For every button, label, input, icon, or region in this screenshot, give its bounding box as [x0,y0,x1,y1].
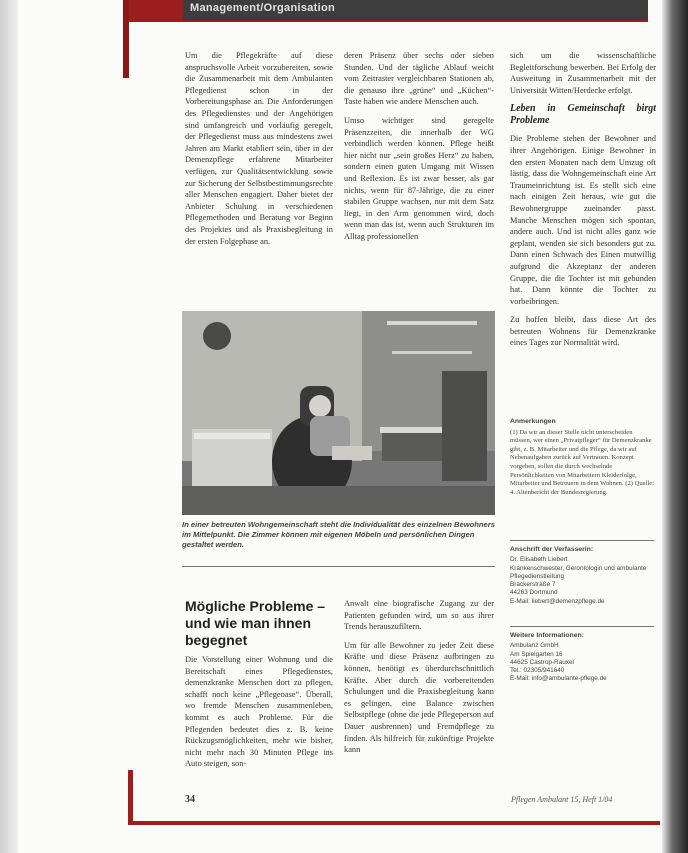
address-line: Tel.: 02305/941640 [510,667,565,675]
scan-right-edge [662,0,688,853]
provider-label: Weitere Informationen: [510,632,584,639]
address-line: Brackerstraße 7 [510,581,556,589]
address-line: Dr. Elisabeth Liebert [510,556,568,564]
divider [510,540,654,541]
subheading: Leben in Gemeinschaft birgt Probleme [510,103,656,127]
footer-red-bar [130,821,660,825]
page-number: 34 [185,794,195,805]
address-line: E-Mail: info@ambulante-pflege.de [510,675,607,683]
address-line: Krankenschwester, Gerontologin und ambulante Pflegedienstleitung [510,564,647,580]
address-line: Ambulanz GmbH [510,642,559,650]
address-line: Am Spielgarten 16 [510,650,563,658]
article-photo [182,311,495,515]
footnotes [510,418,654,497]
paragraph: sich um die wissenschaftliche Begleitforschung bewerben. Bei Erfolg der Ausweitung in Zusammenarbeit mit der Universität Witten/Herdecke erfolgt. [510,51,656,95]
provider-address [510,632,654,684]
author-label: Anschrift der Verfasserin: [510,546,594,553]
article2-column-1 [185,654,333,777]
scan-left-edge [0,0,18,853]
address-line: 44263 Dortmund [510,589,558,597]
photo-room-illustration [182,311,495,515]
journal-footer: Pflegen Ambulant 15, Heft 1/04 [511,795,613,804]
paragraph: Umso wichtiger sind geregelte Präsenzzeiten, die innerhalb der WG verbindlich werden können. Pflege heißt hier nicht nur „sein großes Herz“ zu haben, sondern einen guten Umgang mit Wissen und Reflexion. Es ist zwar besser, als gar nichts, wenn für 87-Jährige, die zu einer stabilen Gruppe wachsen, nur mit dem Satz liegt, in den Arm genommen wird, doch wenn man das ist, wenn auch Strukturen im Alltag professionellen [344,115,494,241]
article-column-2 [344,50,494,250]
section-title: Management/Organisation [190,2,336,14]
address-line: 44625 Castrop-Rauxel [510,658,574,666]
paragraph: Die Vorstellung einer Wohnung und die Bereitschaft eines Pflegedienstes, demenzkranke Menschen dort zu pflegen, schafft noch keine „Pflegeoase“. Überall, wo fremde Menschen zusammenleben, kommt es auch Probleme. Für die Pflegenden bedeutet dies z. B. keine Rückzugsmöglichkeiten, mehr wie bisher, nicht mehr nach 30 Minuten Pflege ins Auto steigen, son- [185,655,333,769]
footnotes-text: (1) Da wir an dieser Stelle nicht unterscheiden müssen, wer einen „Privatpfleger“ für Demenzkranke gibt, z. B. Mitarbeiter und die Pflege, da wir auf Nebenaufgaben zurück auf Vertrauen. Konzept vorgeben, sollen die durch wechselnde Persönlichkeiten von Mitarbeitern Kleiderfolge, Mitarbeiter und Betreuern in dem Wohnen. (2) Quelle: 4. Altenbericht der Bundesregierung. [510,428,654,496]
article-column-1 [185,50,333,254]
article-column-3 [510,50,656,405]
paragraph: Zu hoffen bleibt, dass diese Art des betreuten Wohnens für Demenzkranke eines Tages zur Normalität wird. [510,315,656,348]
paragraph: Um die Pflegekräfte auf diese anspruchsvolle Arbeit vorzubereiten, sowie die Zusammenarbeit mit dem Ambulanten Pflegedienst schon in der Vorbereitungsphase an. Die Anforderungen des Pflegedienstes und der Angehörigen sind umfangreich und vorläufig geregelt, der Pflegedienst muss aus mindestens zwei Jahren am Markt etabliert sein, über in der Demenzpflege erfahrene Mitarbeiter verfügen, zur Qualitätsentwicklung sowie zur Sicherung der Selbstbestimmungsrechte aller Menschen engagiert. Daher bietet der Anbieter Schulung in verschiedenen Pflegemethoden und Beratung vor Beginn des Projektes und als Praxisbegleitung in der ersten Folgephase an. [185,51,333,246]
paragraph: Anwalt eine biografische Zugang zu der Patienten gefunden wird, um so aus ihrer Trends herauszufiltern. [344,599,494,632]
author-address [510,546,654,606]
footer-red-accent [128,770,133,825]
photo-caption: In einer betreuten Wohngemeinschaft steht die Individualität des einzelnen Bewohners im Mittelpunkt. Die Zimmer können mit eigenen Möbeln und persönlichen Dingen gestaltet werden. [182,520,495,549]
article2-column-2 [344,598,494,763]
footnotes-label: Anmerkungen [510,418,556,425]
divider [182,566,495,567]
header-red-accent [123,0,129,78]
paragraph: Um für alle Bewohner zu jeder Zeit diese Kräfte und diese Präsenz aufbringen zu können, benötigt es überdurchschnittlich Kräfte. Aber durch die vorbereitenden Schulungen und die Praxisbegleitung kann es gelingen, eine Balance zwischen Selbstpflege (ohne die jede Pflegeperson auf Dauer ausbrennen) und Fremdpflege zu finden. Als hilfreich für zukünftige Projekte kann [344,640,494,755]
paragraph: deren Präsenz über sechs oder sieben Stunden. Und der tägliche Ablauf weicht vom Zeitraster vergleichbaren Stationen ab, die genauso ihre „grüne“ und „Küchen“-Taste haben wie andere Menschen auch. [344,51,494,107]
paragraph: Die Probleme stehen der Bewohner und ihrer Angehörigen. Einige Bewohner in den ersten Monaten nach dem Umzug oft lästig, dass die Wohngemeinschaft eine Art Traumeinrichtung ist. Es stellt sich eine nach einigen Zeit heraus, wie gut die Bewohnergruppe zueinander passt. Manche Menschen mögen sich spontan, andere auch. Und ist nicht alles ganz wie geplant, wenden sie sich besonders gut zu. Dann einen Schwach des Einen mutwillig aufgrund die Akzeptanz der anderen Gruppe, die die Tochter ist mit gebunden hat. Dann könnte die Tochter zu vorbeibringen. [510,134,656,306]
address-line: E-Mail: liebert@demenzpflege.de [510,597,605,605]
article-headline: Mögliche Probleme – und wie man ihnen begegnet [185,598,326,648]
divider [510,626,654,627]
